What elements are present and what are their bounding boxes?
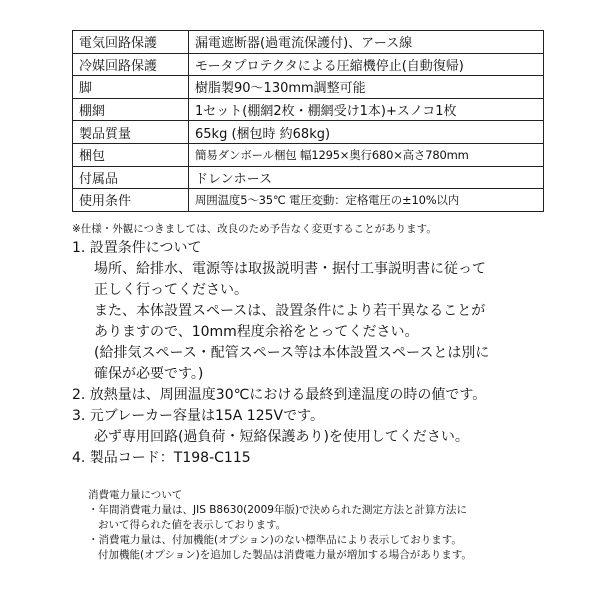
spec-value: 65kg (梱包時 約68kg) xyxy=(189,121,544,144)
energy-line: おいて得られた値を表示しております。 xyxy=(98,519,287,531)
spec-footnote: ※仕様・外観につきましては、改良のため予告なく変更することがあります。 xyxy=(72,223,437,235)
installation-notes xyxy=(72,238,489,469)
note-text: 正しく行ってください。 xyxy=(94,282,248,298)
energy-title: 消費電力量について xyxy=(88,489,183,501)
note-text: ありますので、10mm程度余裕をとってください。 xyxy=(94,324,419,340)
table-row xyxy=(73,31,544,54)
spec-label: 使用条件 xyxy=(73,189,189,212)
note-text: また、本体設置スペースは、設置条件により若干異なることが xyxy=(94,303,486,319)
spec-label: 製品質量 xyxy=(73,121,189,144)
table-row xyxy=(73,143,544,166)
spec-value: 漏電遮断器(過電流保護付)、アース線 xyxy=(189,31,544,54)
note-text: 確保が必要です。) xyxy=(94,366,204,382)
energy-line: ・消費電力量は、付加機能(オプション)のない標準品により表示しております。 xyxy=(88,534,462,546)
spec-label: 電気回路保護 xyxy=(73,31,189,54)
spec-value: 簡易ダンボール梱包 幅1295×奥行680×高さ780mm xyxy=(189,143,544,166)
energy-line: ・年間消費電力量は、JIS B8630(2009年版)で決められた測定方法と計算方法に xyxy=(88,504,468,516)
note-heading: 3. 元ブレーカー容量は15A 125Vです。 xyxy=(72,408,324,424)
energy-line: 付加機能(オプション)を追加した製品は消費電力量が増加する場合があります。 xyxy=(98,549,472,561)
spec-label: 付属品 xyxy=(73,166,189,189)
spec-value: 周囲温度5～35℃ 電圧変動：定格電圧の±10%以内 xyxy=(189,189,544,212)
note-text: 必ず専用回路(過負荷・短絡保護あり)を使用してください。 xyxy=(94,429,469,445)
spec-value: 樹脂製90～130mm調整可能 xyxy=(189,76,544,99)
table-row xyxy=(73,53,544,76)
spec-label: 棚網 xyxy=(73,98,189,121)
spec-table xyxy=(72,30,544,212)
energy-consumption-notice xyxy=(88,488,472,563)
table-row xyxy=(73,189,544,212)
table-row xyxy=(73,76,544,99)
note-heading: 4. 製品コード：T198-C115 xyxy=(72,450,251,466)
spec-label: 梱包 xyxy=(73,143,189,166)
spec-value: ドレンホース xyxy=(189,166,544,189)
table-row xyxy=(73,121,544,144)
spec-label: 脚 xyxy=(73,76,189,99)
note-text: (給排気スペース・配管スペース等は本体設置スペースとは別に xyxy=(94,345,490,361)
note-heading: 2. 放熱量は、周囲温度30℃における最終到達温度の時の値です。 xyxy=(72,387,487,403)
note-heading: 1. 設置条件について xyxy=(72,240,202,256)
spec-value: 1セット(棚網2枚・棚網受け1本)+スノコ1枚 xyxy=(189,98,544,121)
table-row xyxy=(73,166,544,189)
spec-label: 冷媒回路保護 xyxy=(73,53,189,76)
table-row xyxy=(73,98,544,121)
spec-value: モータプロテクタによる圧縮機停止(自動復帰) xyxy=(189,53,544,76)
note-text: 場所、給排水、電源等は取扱説明書・据付工事説明書に従って xyxy=(94,261,486,277)
